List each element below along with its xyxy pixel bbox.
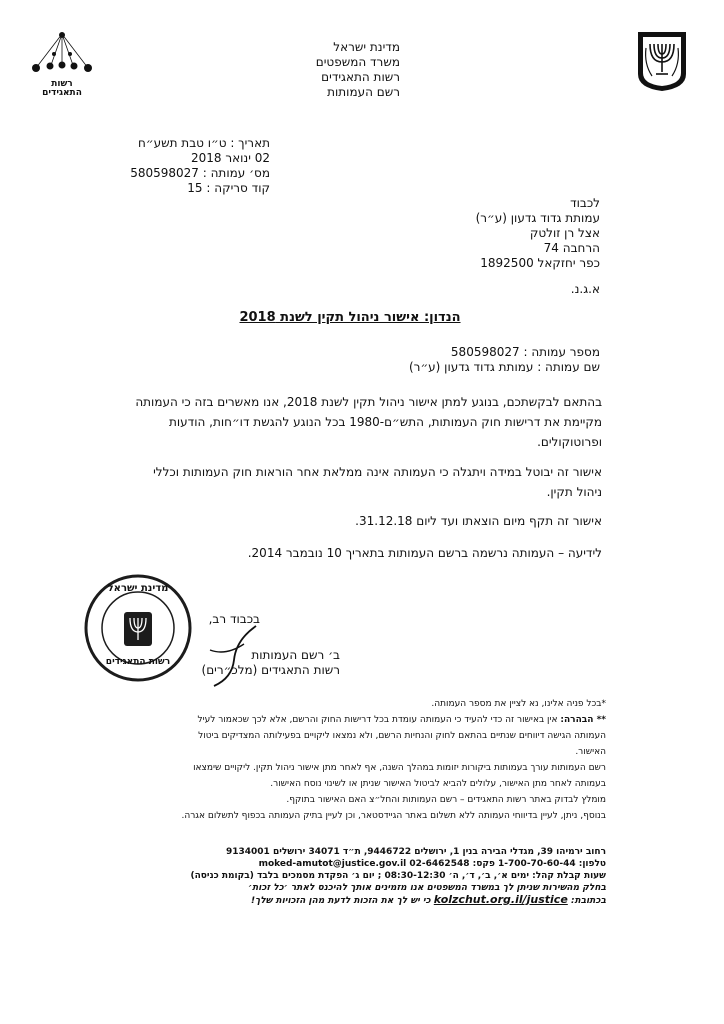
recipient-city: כפר יחזקאל 1892500 xyxy=(480,256,600,270)
footnote-star2-line-2: העמותה הגישה דיווחים שנתיים בהתאם לחוק והנחיות הרשם, ולא נמצאו ליקויים בפעילותה המצדיקים ביטול xyxy=(198,731,606,741)
details-block xyxy=(300,345,600,375)
official-stamp xyxy=(82,572,194,684)
israel-emblem-icon xyxy=(636,30,688,92)
org-line-state: מדינת ישראל xyxy=(333,40,400,54)
detail-name: שם עמותה : עמותת גדוד גדעון (ע״ר) xyxy=(408,360,600,374)
org-line-ministry: משרד המשפטים xyxy=(315,55,400,69)
greeting: א.ג.נ. xyxy=(570,282,600,296)
body-p2-line-1: אישור זה יבוטל במידה ויתגלה כי העמותה אינה ממלאת אחר הוראות חוק העמותות וכללי xyxy=(153,465,602,479)
footer-site-line xyxy=(96,894,606,907)
signature-block xyxy=(180,648,340,678)
body-p1-line-1: בהתאם לבקשתכם, בנוגע למתן אישור ניהול תקין לשנת 2018, אנו מאשרים בזה כי העמותה xyxy=(135,395,602,409)
recipient-salutation: לכבוד xyxy=(570,196,600,210)
footnote-star2-text-1: אין באישור זה כדי להעיד כי העמותה עומדת בכל דרישות החוק והרשם, אלא לכך שכאמור לעיל xyxy=(197,715,558,725)
footnotes xyxy=(96,696,606,824)
footnote-audit-line-2: בעמותה לאחר מתן האישור, עלולים להביא לביטול האישור שניתן או לשינוי נוסח האישור. xyxy=(270,779,606,789)
footer-site-suffix: כי יש לך את הזכות לדעת מהן הזכויות שלך! xyxy=(250,896,431,906)
footer-address: רחוב ירמיהו 39, מגדלי הבירה בנין 1, ירושלים 9446722, ת״ד 34071 ירושלים 9134001 xyxy=(225,847,606,857)
corporations-authority-logo xyxy=(22,30,102,98)
org-line-registrar: רשם העמותות xyxy=(327,85,400,99)
kolzchut-link[interactable]: kolzchut.org.il/justice xyxy=(433,893,568,906)
footnote-star1: *בכל פניה אלינו, נא לציין את מספר העמותה. xyxy=(431,699,606,709)
footnote-star2-line-3: האישור. xyxy=(575,747,606,757)
footnote-guidestar: בנוסף, ניתן, לעיין בדיווחי העמותה ללא תשלום באתר הגיידסטאר, וכן לעיין בתיק העמותה בכפוף לתשלום אגרה. xyxy=(181,811,606,821)
validity-line: אישור זה תקף מיום הוצאתו ועד ליום 31.12.18. xyxy=(355,514,602,528)
footer-site-prefix: בכתובת: xyxy=(570,896,606,906)
footnote-star2-line-1 xyxy=(96,712,606,728)
recipient-street: הרחבה 74 xyxy=(543,241,600,255)
logo-left-caption-2: התאגידים xyxy=(42,88,82,98)
detail-number: מספר עמותה : 580598027 xyxy=(450,345,600,359)
corporations-authority-logo-icon xyxy=(22,30,102,76)
hebrew-date: תאריך : ט״ו טבת תשע״ח xyxy=(138,136,270,150)
recipient-name: עמותת גדוד גדעון (ע״ר) xyxy=(475,211,600,225)
signature-role: ב׳ רשם העמותות xyxy=(251,648,340,662)
body-paragraph-1 xyxy=(96,392,602,452)
body-p2-line-2: ניהול תקין. xyxy=(546,485,602,499)
amuta-number: מס׳ עמותה : 580598027 xyxy=(130,166,270,180)
stamp-outer-text: מדינת ישראל xyxy=(107,583,169,594)
body-paragraph-2 xyxy=(96,462,602,502)
footer-phone: טלפון: 1-700-70-60-44 פקס: 02-6462548 moked-amutot@justice.gov.il xyxy=(258,859,606,869)
body-p1-line-3: ופרוטוקולים. xyxy=(537,435,602,449)
registration-line: לידיעה – העמותה נרשמה ברשם העמותות בתאריך 10 נובמבר 2014. xyxy=(247,546,602,560)
signature-authority: רשות התאגידים (מלכ״רים) xyxy=(201,663,340,677)
org-line-authority: רשות התאגידים xyxy=(321,70,400,84)
closing-line: בכבוד רב, xyxy=(208,612,260,626)
scan-code: קוד סריקה : 15 xyxy=(187,181,270,195)
footnote-star2-label: ** הבהרה: xyxy=(560,715,606,725)
footnote-audit-line-1: רשם העמותות עורך בעמותות ביקורות יזומות במהלך השנה, אף לאחר מתן אישור ניהול תקין. ליקויים שימצאו xyxy=(193,763,606,773)
footer-rights: בחלק מהשירות שניתן לך במשרד המשפטים אנו מזמינים אותך להיכנס לאתר ׳כל זכות׳ xyxy=(248,883,606,893)
meta-block xyxy=(110,136,270,196)
logo-left-caption-1: רשות xyxy=(51,79,73,89)
footer xyxy=(96,846,606,907)
footer-hours: שעות קבלת קהל: ימים א׳, ב׳, ד׳, ה׳ 08:30-12:30 ; יום ג׳ הפקדת מסמכים בלבד (בקומת כניסה) xyxy=(190,871,606,881)
footnote-check: מומלץ לבדוק באתר רשות התאגידים – רשם העמותות והחל״צ האם האישור בתוקף. xyxy=(286,795,606,805)
body-p1-line-2: מקיימת את דרישות חוק העמותות, התש״ם-1980 בכל הנוגע להגשת דו״חות, הודעות xyxy=(168,415,602,429)
org-header xyxy=(250,40,400,100)
stamp-inner-text: רשות התאגידים xyxy=(105,657,171,667)
gregorian-date: 02 ינואר 2018 xyxy=(190,151,270,165)
subject-line: הנדון: אישור ניהול תקין לשנת 2018 xyxy=(239,310,461,325)
recipient-care-of: אצל רן זולטק xyxy=(529,226,600,240)
recipient-block xyxy=(420,196,600,271)
